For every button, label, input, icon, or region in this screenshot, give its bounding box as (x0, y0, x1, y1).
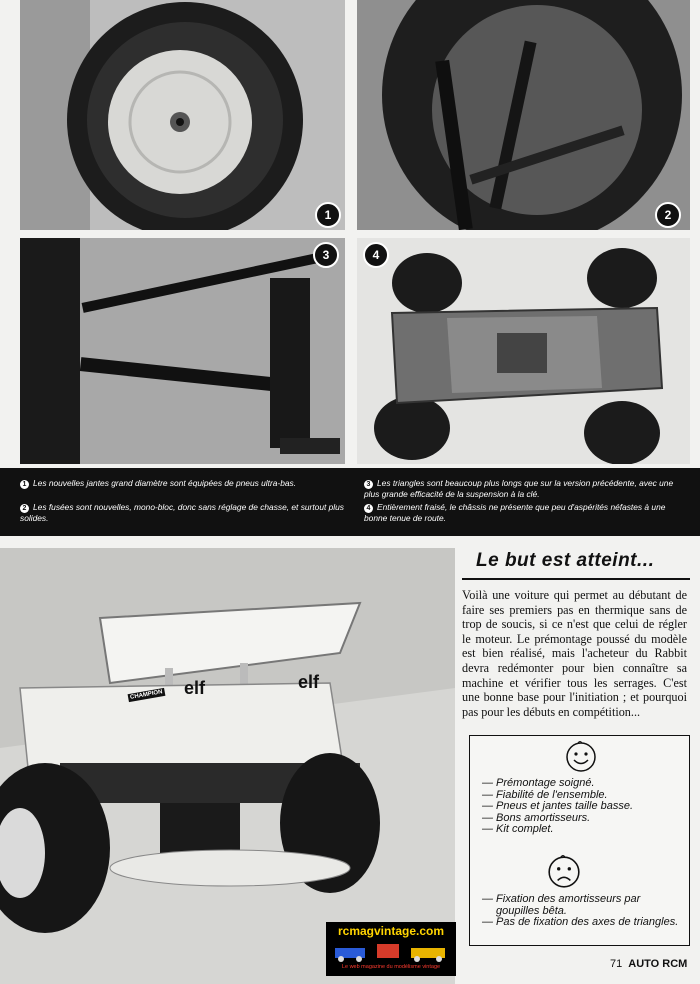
con-item: — Pas de fixation des axes de triangles. (482, 916, 679, 929)
photo-chassis-underside (357, 238, 690, 464)
magazine-name: AUTO RCM (628, 958, 688, 970)
photo-number-4: 4 (363, 242, 389, 268)
front-hub-illustration (357, 0, 690, 230)
sponsor-sticker: CHAMPION (128, 688, 166, 702)
pro-item: — Prémontage soigné. (482, 777, 595, 789)
wing-sticker-right: elf (298, 672, 320, 692)
toy-cars-icon (331, 940, 451, 962)
heading-rule (462, 578, 690, 580)
caption-text-3: Les triangles sont beaucoup plus longs que sur la version précédente, avec une plus grande efficacité de la suspension à la clé. (364, 478, 674, 499)
caption-text-2: Les fusées sont nouvelles, mono-bloc, donc sans réglage de chasse, et surtout plus solides. (20, 502, 344, 523)
page-footer (610, 958, 687, 970)
photo-suspension-arm (20, 238, 345, 464)
banner-site-name: rcmagvintage.com (337, 924, 445, 938)
photo-number-3: 3 (313, 242, 339, 268)
photo-number-2: 2 (655, 202, 681, 228)
happy-face-icon (564, 740, 598, 774)
caption-number-2: 2 (20, 504, 29, 513)
caption-number-4: 4 (364, 504, 373, 513)
photo-number-1: 1 (315, 202, 341, 228)
pro-item: — Kit complet. (482, 823, 554, 836)
site-banner (326, 922, 456, 976)
sad-face-icon (546, 854, 582, 890)
article-body: Voilà une voiture qui permet au débutant de faire ses premiers pas en thermique sans de trop de soucis, si ce n'est que celui de régler le moteur. Le prémontage poussé du modèle est bien réalisé, mais l'acheteur du Rabbit devra redémonter pour bien connaître sa machine et vérifier tous les serrages. C'est une bonne base pour l'initiation ; et pourquoi pas pour les débuts en compétition... (462, 588, 687, 719)
pros-list (482, 778, 682, 836)
suspension-arm-illustration (20, 238, 345, 464)
caption-4 (364, 502, 686, 524)
photo-wheel-rim (20, 0, 345, 230)
chassis-underside-illustration (357, 238, 690, 464)
wing-sticker-left: elf (184, 678, 206, 698)
pro-item: — Fiabilité de l'ensemble. (482, 788, 608, 801)
caption-2 (20, 502, 345, 524)
page-number: 71 (610, 958, 623, 970)
caption-text-1: Les nouvelles jantes grand diamètre sont équipées de pneus ultra-bas. (33, 478, 297, 488)
caption-3 (364, 478, 686, 500)
caption-band (0, 468, 700, 536)
verdict-box (469, 735, 690, 946)
caption-number-1: 1 (20, 480, 29, 489)
banner-tagline: Le web magazine du modélisme vintage (341, 964, 441, 970)
pro-item: — Pneus et jantes taille basse. (482, 800, 634, 813)
wheel-rim-illustration (20, 0, 345, 230)
caption-number-3: 3 (364, 480, 373, 489)
article-heading: Le but est atteint... (476, 550, 655, 571)
cons-list (482, 894, 682, 929)
con-item: — Fixation des amortisseurs par goupilles bêta. (482, 893, 641, 917)
photo-buggy-rear (0, 548, 455, 984)
caption-text-4: Entièrement fraisé, le châssis ne présente que peu d'aspérités néfastes à une bonne tenue de route. (364, 502, 666, 523)
caption-1 (20, 478, 340, 489)
photo-front-hub (357, 0, 690, 230)
pro-item: — Bons amortisseurs. (482, 811, 591, 824)
buggy-rear-illustration (0, 548, 455, 984)
